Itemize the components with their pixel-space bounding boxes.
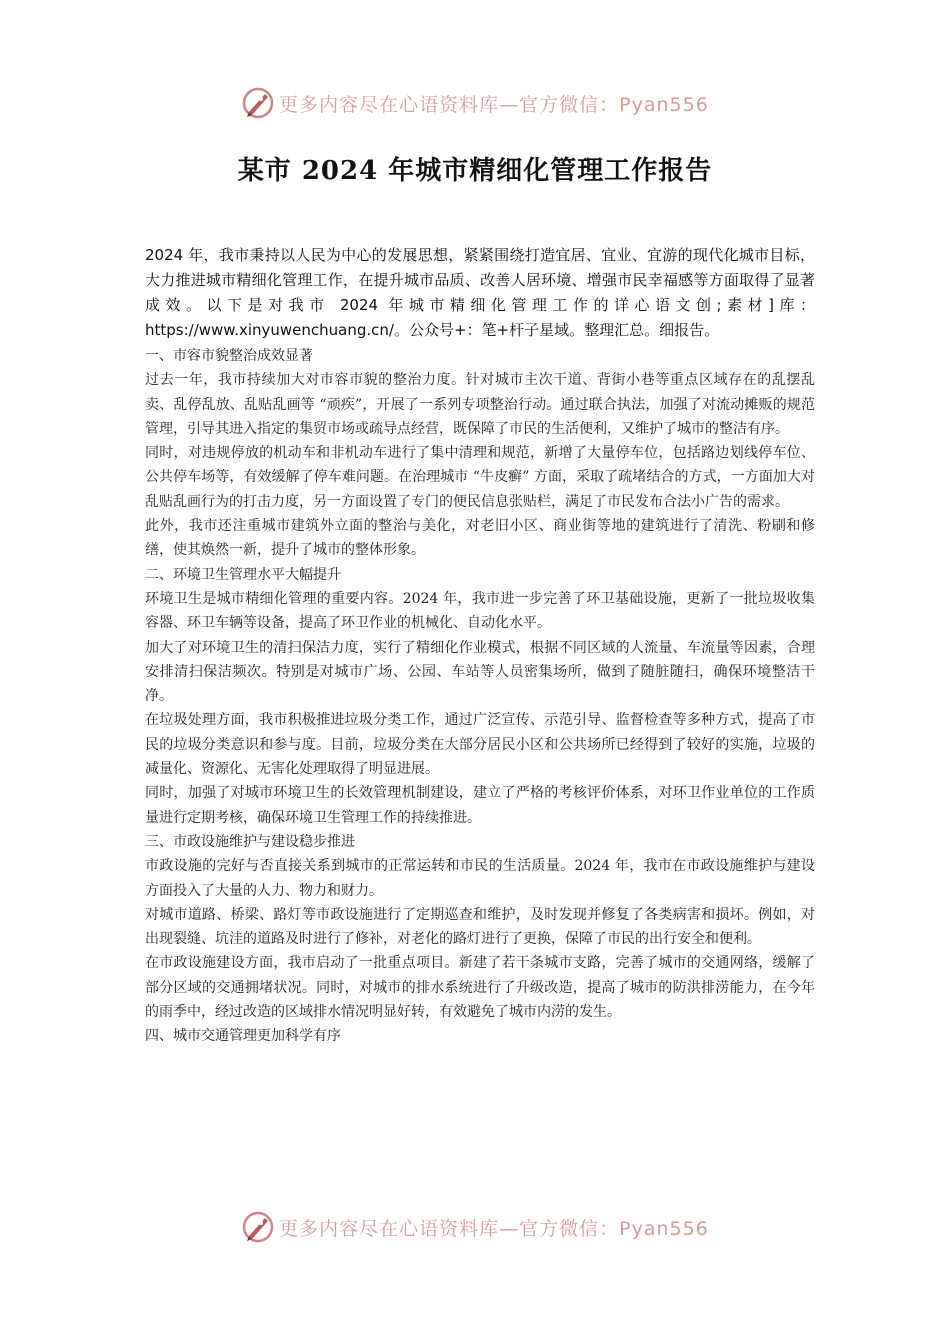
paragraph: 市政设施的完好与否直接关系到城市的正常运转和市民的生活质量。2024 年，我市在市政设施维护与建设方面投入了大量的人力、物力和财力。 [145,858,815,899]
pen-logo-icon [241,86,275,120]
section-heading: 二、环境卫生管理水平大幅提升 [145,566,341,583]
paragraph: 在市政设施建设方面，我市启动了一批重点项目。新建了若干条城市支路，完善了城市的交通网络，缓解了部分区域的交通拥堵状况。同时，对城市的排水系统进行了升级改造，提高了城市的防洪排涝能力，在今年的雨季中，经过改造的区域排水情况明显好转，有效避免了城市内涝的发生。 [145,955,815,1021]
watermark-text: 更多内容尽在心语资料库—官方微信：Pyan556 [279,93,709,116]
paragraph: 加大了对环境卫生的清扫保洁力度，实行了精细化作业模式，根据不同区域的人流量、车流量等因素，合理安排清扫保洁频次。特别是对城市广场、公园、车站等人员密集场所，做到了随脏随扫，确保环境整洁干净。 [145,639,815,705]
paragraph: 环境卫生是城市精细化管理的重要内容。2024 年，我市进一步完善了环卫基础设施，更新了一批垃圾收集容器、环卫车辆等设备，提高了环卫作业的机械化、自动化水平。 [145,590,815,632]
paragraph: 在垃圾处理方面，我市积极推进垃圾分类工作，通过广泛宣传、示范引导、监督检查等多种方式，提高了市民的垃圾分类意识和参与度。目前，垃圾分类在大部分居民小区和公共场所已经得到了较好的实施，垃圾的减量化、资源化、无害化处理取得了明显进展。 [145,712,815,778]
report-body [145,243,815,1049]
paragraph: 同时，加强了对城市环境卫生的长效管理机制建设，建立了严格的考核评价体系，对环卫作业单位的工作质量进行定期考核，确保环境卫生管理工作的持续推进。 [145,785,815,826]
intro-paragraph: 2024 年，我市秉持以人民为中心的发展思想，紧紧围绕打造宜居、宜业、宜游的现代化城市目标，大力推进城市精细化管理工作，在提升城市品质、改善人居环境、增强市民幸福感等方面取得了显著成效。以下是对我市 2024 年城市精细化管理工作的详心语文创;素材]库：https://www.xinyuwenchuang.cn/。公众号+：笔+杆子星域。整理汇总。细报告。 [145,246,815,339]
header-watermark-banner [0,83,950,123]
paragraph: 同时，对违规停放的机动车和非机动车进行了集中清理和规范，新增了大量停车位，包括路边划线停车位、公共停车场等，有效缓解了停车难问题。在治理城市 “牛皮癣” 方面，采取了疏堵结合的方式，一方面加大对乱贴乱画行为的打击力度，另一方面设置了专门的便民信息张贴栏，满足了市民发布合法小广告的需求。 [145,445,815,510]
section-heading: 一、市容市貌整治成效显著 [145,348,313,364]
section-heading: 三、市政设施维护与建设稳步推进 [145,833,355,850]
paragraph: 对城市道路、桥梁、路灯等市政设施进行了定期巡查和维护，及时发现并修复了各类病害和损坏。例如，对出现裂缝、坑洼的道路及时进行了修补，对老化的路灯进行了更换，保障了市民的出行安全和便利。 [145,906,815,948]
footer-watermark-banner [0,1207,950,1247]
watermark-text: 更多内容尽在心语资料库—官方微信：Pyan556 [279,1217,709,1240]
page-title: 某市 2024 年城市精细化管理工作报告 [237,156,713,186]
paragraph: 此外，我市还注重城市建筑外立面的整治与美化，对老旧小区、商业街等地的建筑进行了清洗、粉刷和修缮，使其焕然一新，提升了城市的整体形象。 [145,518,815,559]
section-heading: 四、城市交通管理更加科学有序 [145,1028,341,1045]
paragraph: 过去一年，我市持续加大对市容市貌的整治力度。针对城市主次干道、背街小巷等重点区域存在的乱摆乱卖、乱停乱放、乱贴乱画等 “顽疾”，开展了一系列专项整治行动。通过联合执法，加强了对流动摊贩的规范管理，引导其进入指定的集贸市场或疏导点经营，既保障了市民的生活便利，又维护了城市的整洁有序。 [145,372,815,437]
pen-logo-icon [241,1210,275,1244]
